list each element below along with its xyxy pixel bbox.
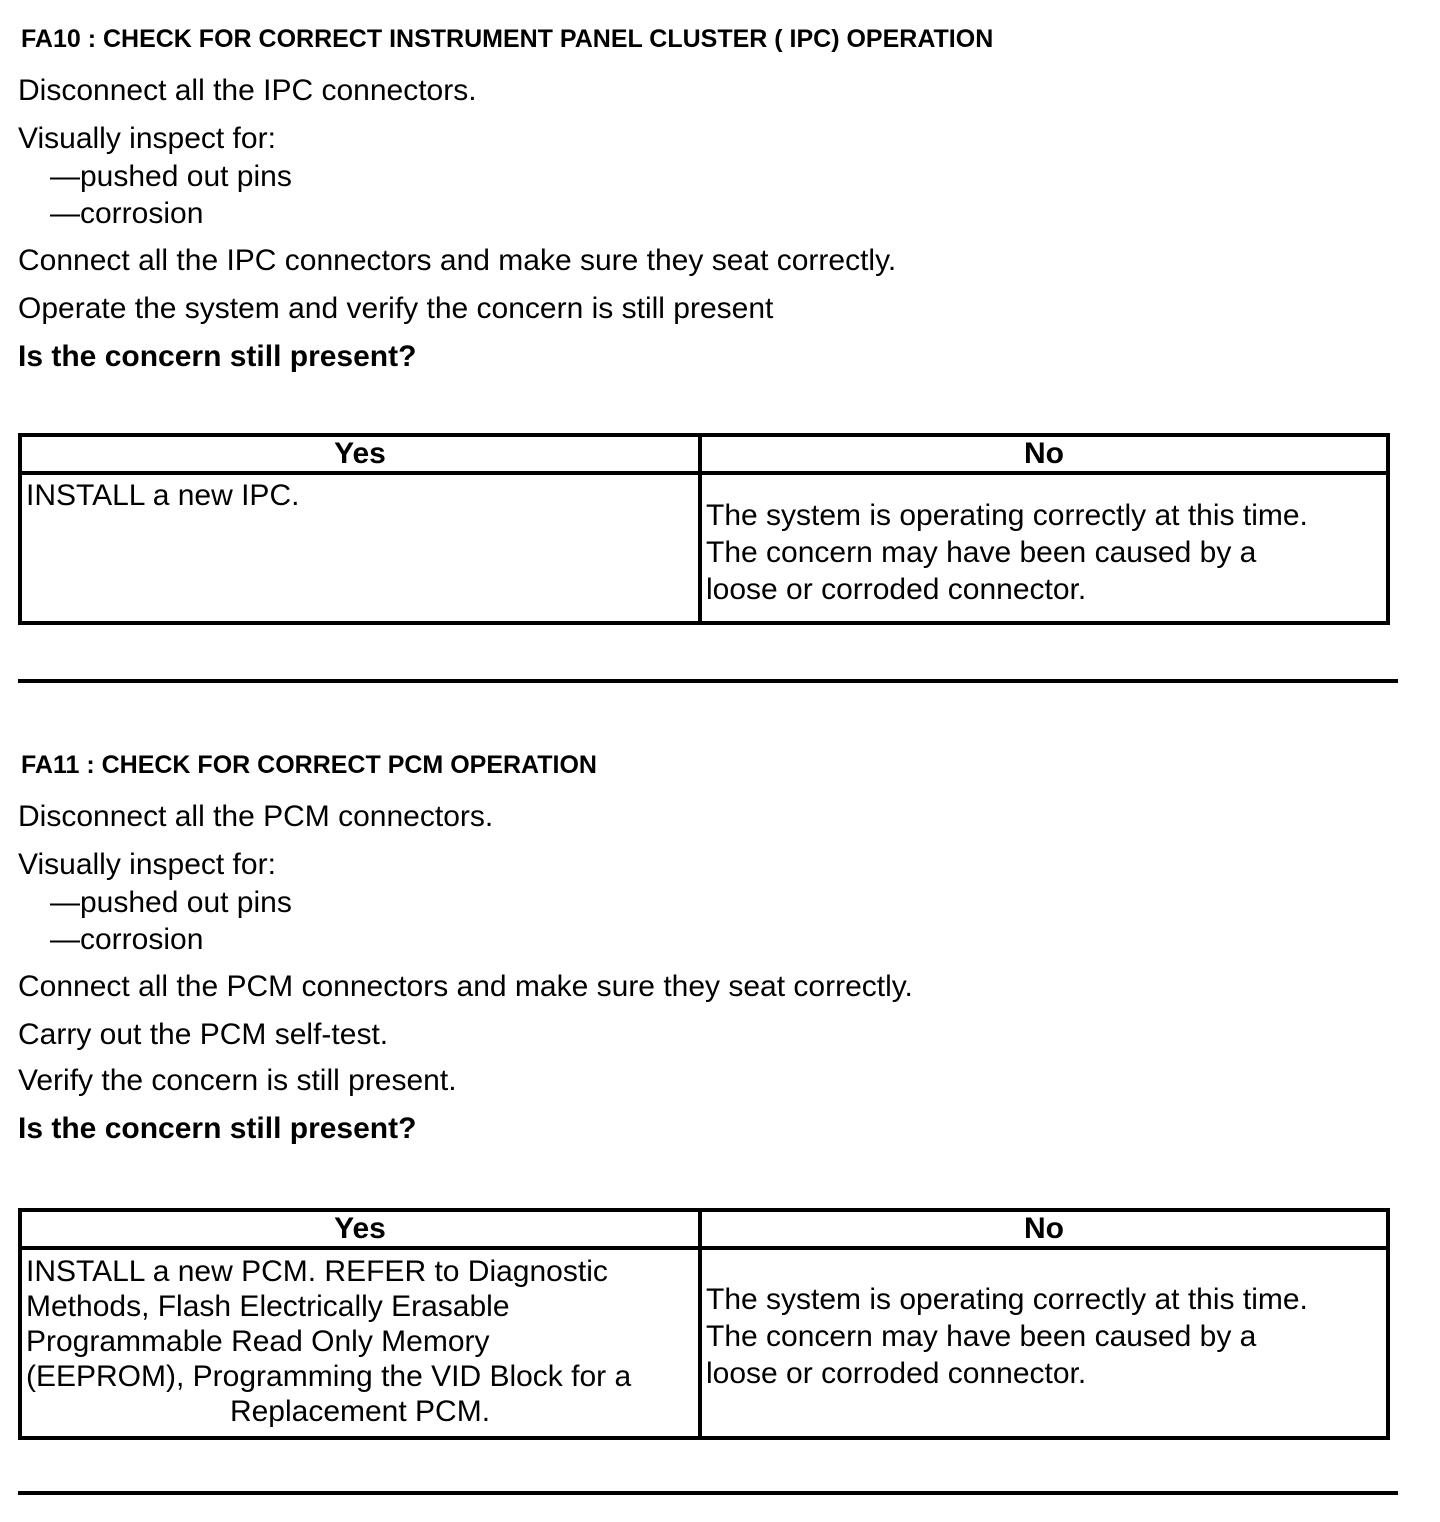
fa10-no-header: No bbox=[700, 435, 1388, 473]
fa10-result-table bbox=[18, 433, 1390, 625]
fa11-yes-line-2: Methods, Flash Electrically Erasable bbox=[26, 1290, 510, 1323]
bottom-divider bbox=[18, 1491, 1398, 1495]
fa11-yes-header: Yes bbox=[20, 1210, 700, 1248]
fa10-step-connect: Connect all the IPC connectors and make sure they seat correctly. bbox=[18, 244, 897, 277]
fa10-bullet-corrosion: —corrosion bbox=[50, 197, 204, 230]
fa11-bullet-pins: —pushed out pins bbox=[50, 886, 292, 919]
fa11-no-line-1: The system is operating correctly at this time. bbox=[706, 1282, 1308, 1316]
fa11-bullet-corrosion: —corrosion bbox=[50, 923, 204, 956]
fa10-no-line-3: loose or corroded connector. bbox=[706, 572, 1087, 606]
section-divider bbox=[18, 679, 1398, 683]
fa10-heading: FA10 : CHECK FOR CORRECT INSTRUMENT PANEL CLUSTER ( IPC) OPERATION bbox=[21, 25, 994, 53]
fa11-no-cell bbox=[700, 1248, 1388, 1438]
fa11-step-disconnect: Disconnect all the PCM connectors. bbox=[18, 800, 494, 833]
fa10-no-line-1: The system is operating correctly at this time. bbox=[706, 498, 1308, 532]
fa10-no-line-2: The concern may have been caused by a bbox=[706, 535, 1257, 569]
fa11-no-header: No bbox=[700, 1210, 1388, 1248]
fa10-yes-header: Yes bbox=[20, 435, 700, 473]
fa11-step-verify: Verify the concern is still present. bbox=[18, 1064, 457, 1097]
fa10-bullet-pins: —pushed out pins bbox=[50, 160, 292, 193]
fa11-yes-line-1: INSTALL a new PCM. REFER to Diagnostic bbox=[26, 1255, 608, 1288]
fa11-yes-cell bbox=[20, 1248, 700, 1438]
fa11-no-line-2: The concern may have been caused by a bbox=[706, 1319, 1257, 1353]
fa10-section bbox=[18, 24, 1398, 376]
fa10-step-inspect: Visually inspect for: bbox=[18, 122, 276, 155]
fa10-yes-cell bbox=[20, 473, 700, 623]
fa11-yes-line-5: Replacement PCM. bbox=[229, 1395, 491, 1428]
fa11-heading: FA11 : CHECK FOR CORRECT PCM OPERATION bbox=[21, 751, 597, 779]
fa11-question: Is the concern still present? bbox=[18, 1112, 417, 1145]
fa11-section bbox=[18, 750, 1398, 1148]
fa10-step-disconnect: Disconnect all the IPC connectors. bbox=[18, 74, 477, 107]
fa10-yes-text: INSTALL a new IPC. bbox=[26, 479, 300, 512]
fa11-yes-line-3: Programmable Read Only Memory bbox=[26, 1325, 490, 1358]
fa11-no-line-3: loose or corroded connector. bbox=[706, 1356, 1087, 1390]
fa11-step-self-test: Carry out the PCM self-test. bbox=[18, 1018, 389, 1051]
fa10-no-cell bbox=[700, 473, 1388, 623]
fa11-step-inspect: Visually inspect for: bbox=[18, 848, 276, 881]
fa10-step-operate: Operate the system and verify the concern is still present bbox=[18, 292, 774, 325]
fa11-yes-line-4: (EEPROM), Programming the VID Block for a bbox=[26, 1360, 632, 1393]
fa10-question: Is the concern still present? bbox=[18, 340, 417, 373]
fa11-step-connect: Connect all the PCM connectors and make sure they seat correctly. bbox=[18, 970, 913, 1003]
fa11-result-table bbox=[18, 1208, 1390, 1440]
